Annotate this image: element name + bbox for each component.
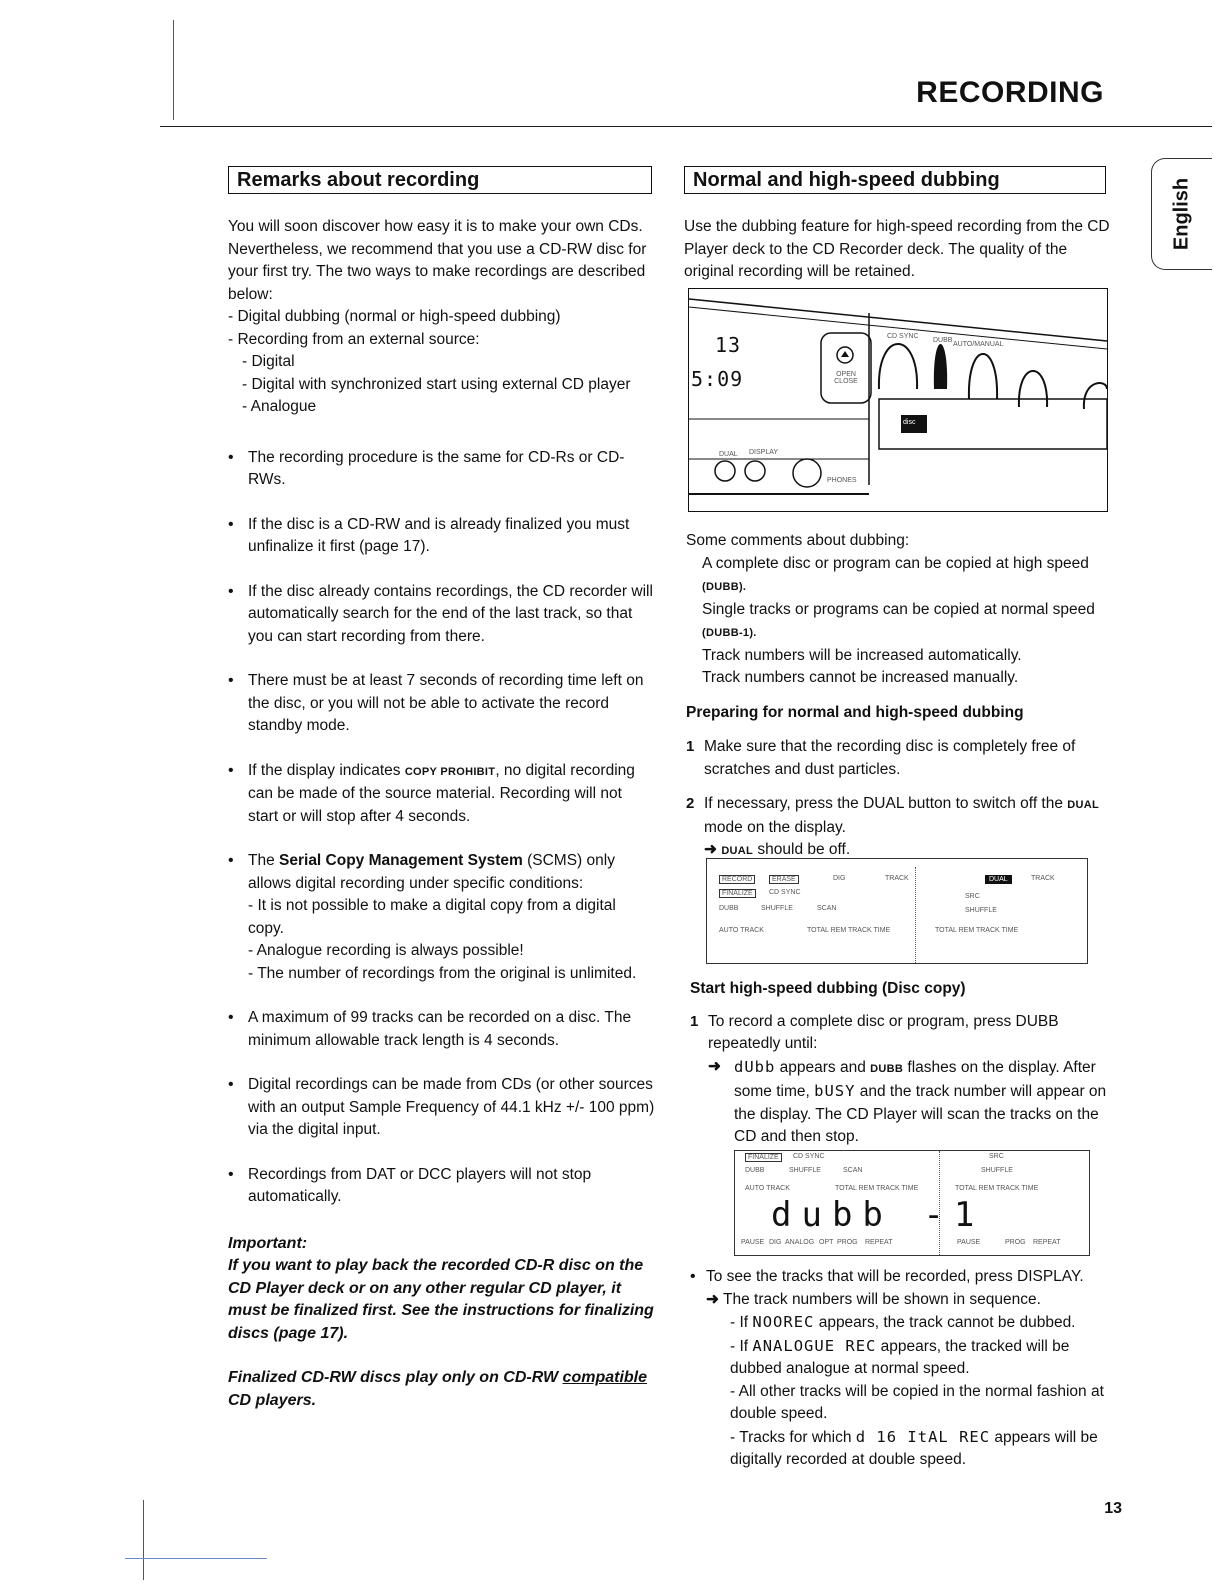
page-header-title: RECORDING xyxy=(916,76,1104,109)
display-section xyxy=(690,1266,1120,1472)
remark-bullet-7: • A maximum of 99 tracks can be recorded on a disc. The minimum allowable track length is 4 seconds. xyxy=(228,1007,656,1052)
start-step-1-result: ➜ dUbb appears and DUBB flashes on the display. After some time, bUSY and the track number will appear on the display. The CD Player will scan the tracks on the CD and then stop. xyxy=(708,1057,1107,1145)
comment-3: Track numbers will be increased automatically. xyxy=(702,646,1022,664)
page-number: 13 xyxy=(1104,1500,1122,1517)
left-list-item-3: - Digital xyxy=(242,353,295,370)
device-drawing xyxy=(689,289,1107,511)
display-case-analogue: - If ANALOGUE REC appears, the tracked will be dubbed analogue at normal speed. xyxy=(730,1336,1070,1377)
remark-bullet-5: • If the display indicates COPY PROHIBIT, no digital recording can be made of the source material. Recording will not start or will stop after 4 seconds. xyxy=(228,760,656,829)
comment-2: Single tracks or programs can be copied at normal speed (DUBB-1). xyxy=(702,600,1095,639)
header-rule xyxy=(160,126,1212,127)
right-section-heading: Normal and high-speed dubbing xyxy=(684,166,1106,194)
display-case-noorec: - If NOOREC appears, the track cannot be dubbed. xyxy=(730,1313,1076,1331)
prep-title: Preparing for normal and high-speed dubbing xyxy=(686,703,1024,721)
left-list-item-1: - Digital dubbing (normal or high-speed dubbing) xyxy=(228,308,561,325)
result-arrow-icon: ➜ xyxy=(706,1290,719,1308)
margin-line-top xyxy=(173,20,174,120)
comments-title: Some comments about dubbing: xyxy=(686,532,910,549)
scms-condition-1: - It is not possible to make a digital copy from a digital copy. xyxy=(248,897,616,937)
left-list-item-4: - Digital with synchronized start using external CD player xyxy=(242,375,631,393)
finalized-note: Finalized CD-RW discs play only on CD-RW compatible CD players. xyxy=(228,1369,648,1409)
margin-line-bottom xyxy=(143,1500,144,1580)
result-arrow-icon: ➜ xyxy=(704,841,717,858)
device-label-display: DISPLAY xyxy=(749,449,779,456)
prep-step-2: 2 If necessary, press the DUAL button to switch off the DUAL mode on the display. xyxy=(686,795,1100,836)
left-column xyxy=(228,216,656,1412)
display-bullet: • To see the tracks that will be recorded, press DISPLAY. xyxy=(690,1266,1120,1289)
start-title: Start high-speed dubbing (Disc copy) xyxy=(690,980,966,997)
remark-bullet-6: • The Serial Copy Management System (SCMS) only allows digital recording under specific conditions: xyxy=(228,850,656,895)
right-intro: Use the dubbing feature for high-speed recording from the CD Player deck to the CD Recorder deck. The quality of the original recording will be retained. xyxy=(684,218,1110,280)
remark-bullet-2: • If the disc is a CD-RW and is already finalized you must unfinalize it first (page 17). xyxy=(228,514,656,559)
display-panel-dubb: FINALIZE CD SYNC DUBB SHUFFLE SCAN AUTO TRACK TOTAL REM TRACK TIME dubb -1 PAUSE DIG ANALOG OPT PROG REPEAT SRC SHUFFLE TOTAL REM TRACK TIME PAUSE PROG REPEAT xyxy=(734,1150,1090,1256)
language-tab xyxy=(1151,158,1212,270)
device-disc-logo: disc xyxy=(903,419,916,426)
device-illustration xyxy=(688,288,1108,512)
remark-bullet-8: • Digital recordings can be made from CDs (or other sources with an output Sample Frequency of 44.1 kHz +/- 100 ppm) via the digital input. xyxy=(228,1074,656,1142)
display-case-digital: - Tracks for which d 16 ItAL REC appears will be digitally recorded at double speed. xyxy=(730,1427,1098,1468)
device-label-automanual: AUTO/MANUAL xyxy=(953,341,1004,348)
device-label-dual: DUAL xyxy=(719,451,738,458)
scms-condition-2: - Analogue recording is always possible! xyxy=(248,942,524,959)
comment-4: Track numbers cannot be increased manually. xyxy=(702,669,1019,686)
left-list-item-2: - Recording from an external source: xyxy=(228,330,480,348)
start-section xyxy=(690,978,1118,1149)
important-text: If you want to play back the recorded CD-R disc on the CD Player deck or on any other regular CD player, it must be finalized first. See the instructions for finalizing discs (page 17). xyxy=(228,1257,654,1342)
result-arrow-icon: ➜ xyxy=(708,1057,721,1075)
right-column-lower xyxy=(686,530,1114,863)
device-label-openclose: OPEN CLOSE xyxy=(834,371,858,385)
left-intro: You will soon discover how easy it is to make your own CDs. Nevertheless, we recommend that you use a CD-RW disc for your first try. The two ways to make recordings are described below: xyxy=(228,218,647,303)
lcd-dubb-readout: dubb -1 xyxy=(771,1195,985,1235)
left-section-heading: Remarks about recording xyxy=(228,166,652,194)
remark-bullet-9: • Recordings from DAT or DCC players will not stop automatically. xyxy=(228,1164,656,1209)
remark-bullet-1: • The recording procedure is the same for CD-Rs or CD-RWs. xyxy=(228,447,656,492)
prep-step-2-result: ➜ DUAL should be off. xyxy=(704,841,851,858)
display-panel-dual-off: RECORD ERASE FINALIZE CD SYNC DUBB SHUFFLE SCAN DIG TRACK AUTO TRACK TOTAL REM TRACK TIME DUAL TRACK SRC SHUFFLE TOTAL REM TRACK TIME xyxy=(706,858,1088,964)
language-tab-label: English xyxy=(1170,177,1193,251)
important-title: Important: xyxy=(228,1234,308,1252)
left-list-item-5: - Analogue xyxy=(242,398,317,415)
device-label-phones: PHONES xyxy=(827,477,857,484)
device-label-dubb: DUBB xyxy=(933,337,953,344)
device-lcd-time: 5:09 xyxy=(691,367,744,391)
display-case-other: - All other tracks will be copied in the normal fashion at double speed. xyxy=(730,1382,1104,1422)
remark-bullet-4: • There must be at least 7 seconds of recording time left on the disc, or you will not be able to activate the record standby mode. xyxy=(228,670,656,738)
prep-step-1: 1 Make sure that the recording disc is completely free of scratches and dust particles. xyxy=(686,738,1076,778)
scms-term: Serial Copy Management System xyxy=(279,852,523,869)
remark-bullet-3: • If the disc already contains recordings, the CD recorder will automatically search for the end of the last track, so that you can start recording from there. xyxy=(228,581,656,649)
bottom-blue-line xyxy=(125,1558,267,1559)
device-lcd-track: 13 xyxy=(715,333,742,357)
device-label-cdsync: CD SYNC xyxy=(887,333,919,340)
copy-prohibit-code: COPY PROHIBIT xyxy=(404,765,496,778)
comment-1: A complete disc or program can be copied at high speed (DUBB). xyxy=(702,554,1089,593)
display-result: ➜ The track numbers will be shown in sequence. xyxy=(706,1290,1041,1308)
start-step-1: 1 To record a complete disc or program, press DUBB repeatedly until: xyxy=(690,1012,1059,1052)
scms-condition-3: - The number of recordings from the original is unlimited. xyxy=(248,964,637,982)
